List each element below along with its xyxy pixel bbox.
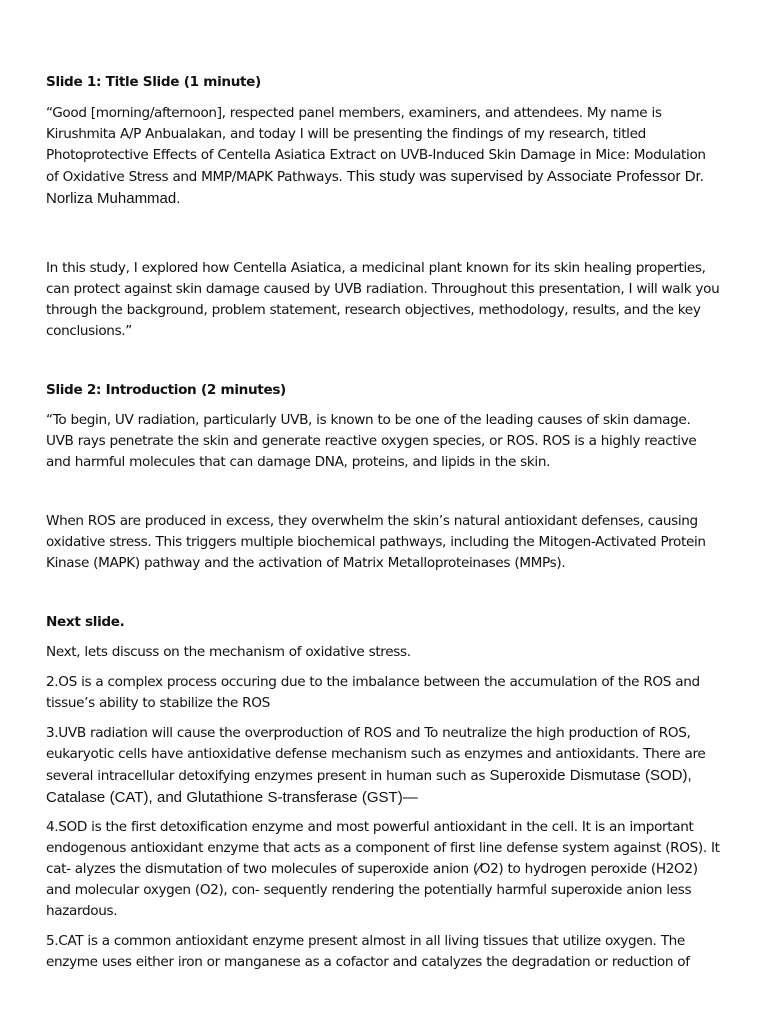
point-3-main: 3.UVB radiation will cause the overproduction of ROS and To neutralize the high production of ROS, eukaryotic cells have antioxidative defense mechanism such as enzymes and antioxidants. There are several intracellular detoxifying enzymes present in human such as — [46, 725, 706, 784]
slide2-heading: Slide 2: Introduction (2 minutes) — [46, 382, 286, 398]
slide2-paragraph-1: “To begin, UV radiation, particularly UVB, is known to be one of the leading causes of skin damage. UVB rays penetrate the skin and generate reactive oxygen species, or ROS. ROS is a highly reactive and harmful molecules that can damage DNA, proteins, and lipids in the skin. — [46, 412, 697, 470]
point-5: 5.CAT is a common antioxidant enzyme present almost in all living tissues that utilize oxygen. The enzyme uses either iron or manganese as a cofactor and catalyzes the degradation or reduction of — [46, 933, 690, 970]
point-4: 4.SOD is the first detoxification enzyme and most powerful antioxidant in the cell. It is an important endogenous antioxidant enzyme that acts as a component of first line defense system against (ROS). It cat- alyzes the dismutation of two molecules of superoxide anion (⁄O2) to hydrogen peroxide (H2O2) and molecular oxygen (O2), con- sequently rendering the potentially harmful superoxide anion less hazardous. — [46, 819, 720, 919]
point-3 — [46, 723, 722, 809]
slide1-paragraph-1-tail: This study was supervised by Associate Professor Dr. Norliza Muhammad. — [46, 168, 704, 207]
slide1-paragraph-1-main: “Good [morning/afternoon], respected panel members, examiners, and attendees. My name is Kirushmita A/P Anbualakan, and today I will be presenting the findings of my research, titled Photoprotective Effects of Centella Asiatica Extract on UVB-Induced Skin Damage in Mice: Modulation of Oxidative Stress and MMP/MAPK Pathways. — [46, 105, 706, 185]
next-slide-intro: Next, lets discuss on the mechanism of oxidative stress. — [46, 644, 411, 660]
next-slide-heading: Next slide. — [46, 614, 125, 630]
slide1-heading: Slide 1: Title Slide (1 minute) — [46, 74, 261, 90]
slide1-paragraph-2: In this study, I explored how Centella Asiatica, a medicinal plant known for its skin healing properties, can protect against skin damage caused by UVB radiation. Throughout this presentation, I will walk you through the background, problem statement, research objectives, methodology, results, and the key conclusions.” — [46, 260, 720, 339]
slide1-paragraph-1 — [46, 103, 722, 210]
point-3-tail: Superoxide Dismutase (SOD), Catalase (CAT), and Glutathione S-transferase (GST)— — [46, 767, 692, 806]
point-2: 2.OS is a complex process occuring due to the imbalance between the accumulation of the ROS and tissue’s ability to stabilize the ROS — [46, 674, 700, 711]
slide2-paragraph-2: When ROS are produced in excess, they overwhelm the skin’s natural antioxidant defenses, causing oxidative stress. This triggers multiple biochemical pathways, including the Mitogen-Activated Protein Kinase (MAPK) pathway and the activation of Matrix Metalloproteinases (MMPs). — [46, 513, 706, 571]
